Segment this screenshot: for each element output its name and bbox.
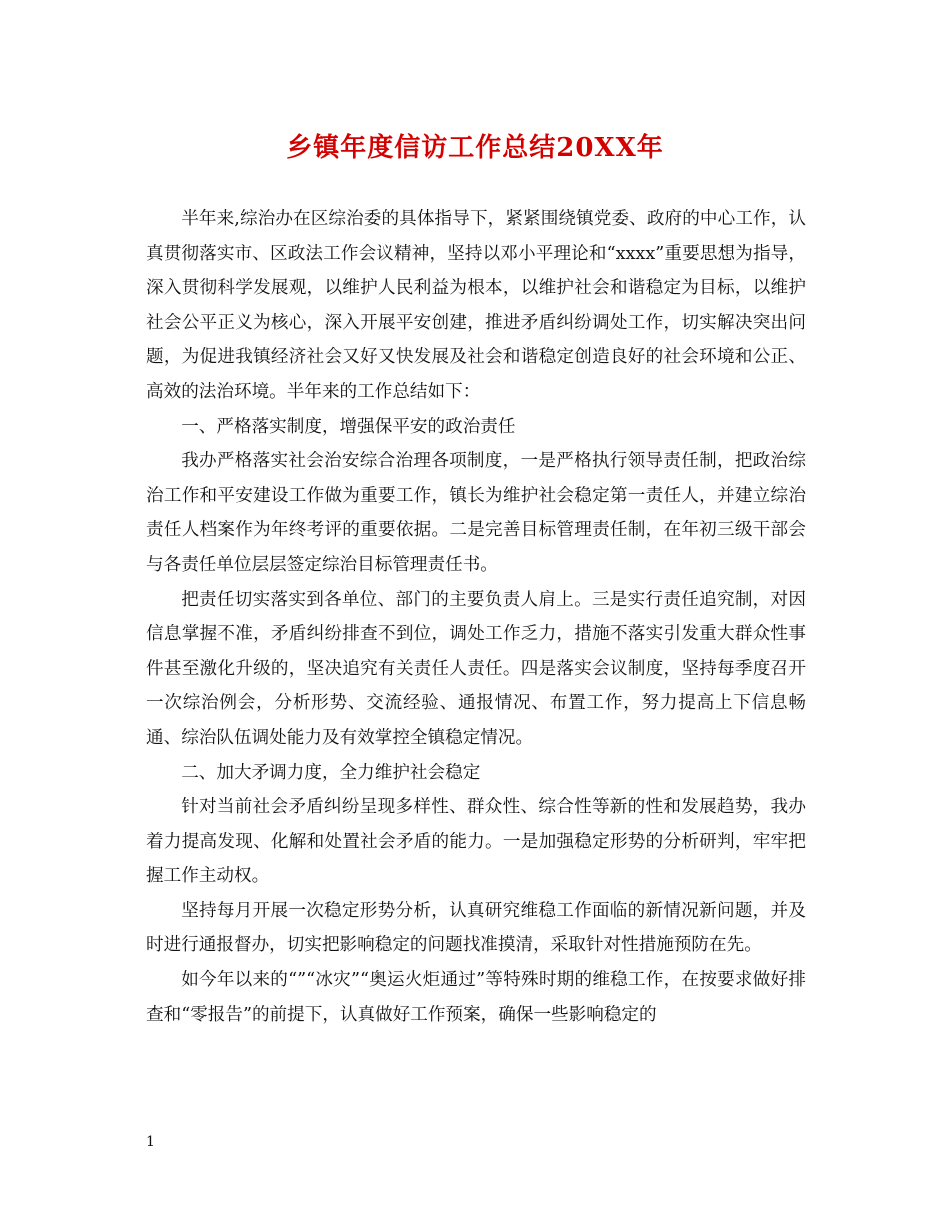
- page-number: 1: [146, 1134, 155, 1150]
- paragraph: 把责任切实落实到各单位、部门的主要负责人肩上。三是实行责任追究制，对因信息掌握不准，矛盾纠纷排查不到位，调处工作乏力，措施不落实引发重大群众性事件甚至激化升级的，坚决追究有关责任人责任。四是落实会议制度，坚持每季度召开一次综治例会，分析形势、交流经验、通报情况、布置工作，努力提高上下信息畅通、综治队伍调处能力及有效掌控全镇稳定情况。: [146, 589, 806, 748]
- paragraph: 针对当前社会矛盾纠纷呈现多样性、群众性、综合性等新的性和发展趋势，我办着力提高发现、化解和处置社会矛盾的能力。一是加强稳定形势的分析研判，牢牢把握工作主动权。: [146, 797, 806, 887]
- section-heading-1: 一、严格落实制度，增强保平安的政治责任: [181, 416, 516, 437]
- paragraph: 如今年以来的“”“冰灾”“奥运火炬通过”等特殊时期的维稳工作，在按要求做好排查和“零报告”的前提下，认真做好工作预案，确保一些影响稳定的: [146, 970, 806, 1025]
- section-heading-2: 二、加大矛调力度，全力维护社会稳定: [181, 762, 481, 783]
- paragraph-intro: 半年来,综治办在区综治委的具体指导下，紧紧围绕镇党委、政府的中心工作，认真贯彻落实市、区政法工作会议精神，坚持以邓小平理论和“xxxx”重要思想为指导，深入贯彻科学发展观，以维护人民利益为根本，以维护社会和谐稳定为目标，以维护社会公平正义为核心，深入开展平安创建，推进矛盾纠纷调处工作，切实解决突出问题，为促进我镇经济社会又好又快发展及社会和谐稳定创造良好的社会环境和公正、高效的法治环境。半年来的工作总结如下：: [146, 209, 806, 402]
- document-title: 乡镇年度信访工作总结20XX年: [286, 133, 664, 163]
- paragraph: 坚持每月开展一次稳定形势分析，认真研究维稳工作面临的新情况新问题，并及时进行通报督办，切实把影响稳定的问题找准摸清，采取针对性措施预防在先。: [146, 900, 806, 956]
- paragraph: 我办严格落实社会治安综合治理各项制度，一是严格执行领导责任制，把政治综治工作和平安建设工作做为重要工作，镇长为维护社会稳定第一责任人，并建立综治责任人档案作为年终考评的重要依据。二是完善目标管理责任制，在年初三级干部会与各责任单位层层签定综治目标管理责任书。: [146, 451, 806, 575]
- document-body: [146, 202, 806, 1032]
